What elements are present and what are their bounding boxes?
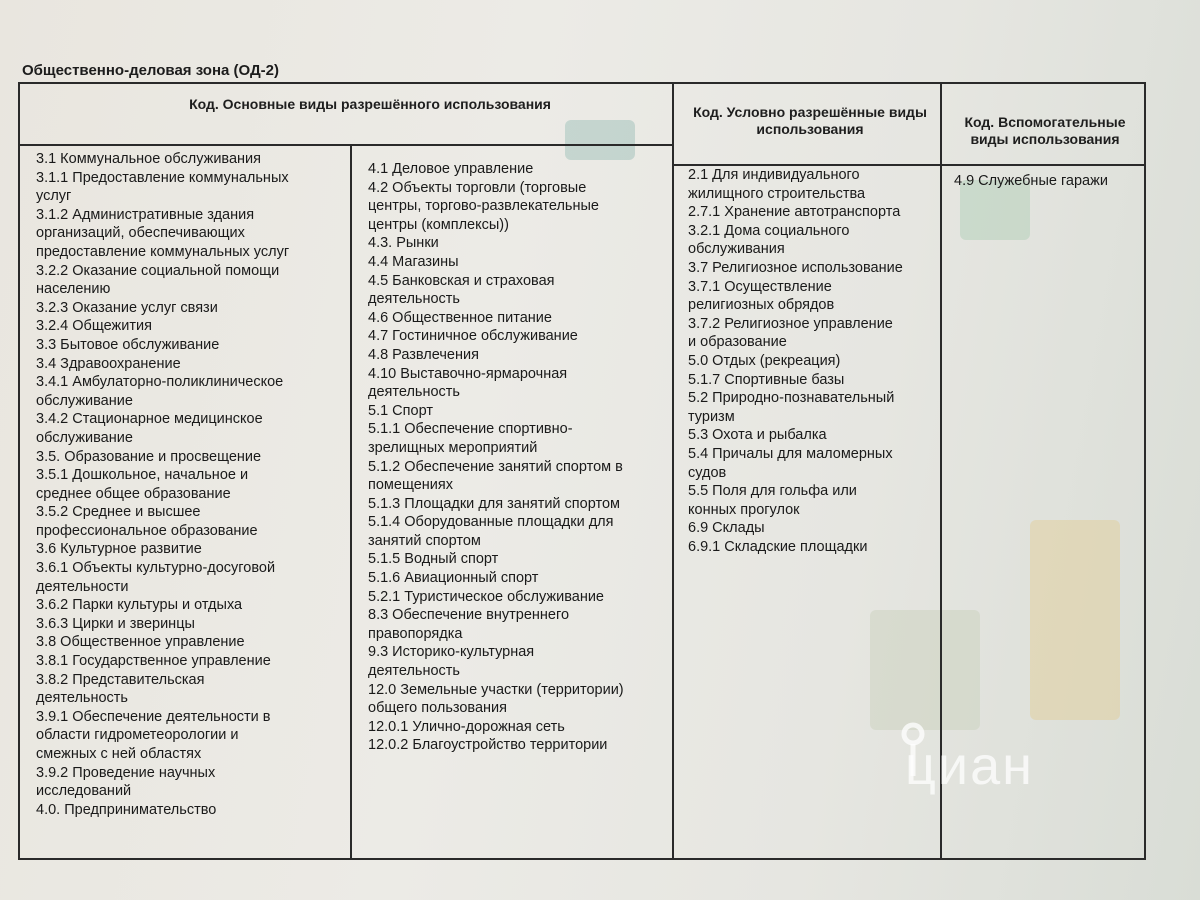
column-divider (350, 146, 352, 858)
list-item: 5.1.5 Водный спорт (368, 551, 499, 568)
list-item: 5.1.3 Площадки для занятий спортом (368, 495, 620, 512)
header-divider (940, 164, 1146, 166)
list-item: 5.1.2 Обеспечение занятий спортом в помещениях (368, 458, 623, 494)
watermark-logo: циан (905, 736, 1034, 796)
list-item: 12.0.1 Улично-дорожная сеть (368, 718, 565, 735)
list-item: 3.9.1 Обеспечение деятельности в области гидрометеорологии и смежных с ней областях (36, 708, 271, 762)
header-auxiliary-uses: Код. Вспомогательные виды использования (964, 114, 1126, 147)
list-item: 4.0. Предпринимательство (36, 801, 217, 818)
list-item: 5.1 Спорт (368, 402, 433, 419)
list-item: 3.3 Бытовое обслуживание (36, 336, 220, 353)
list-item: 4.1 Деловое управление (368, 161, 534, 177)
list-item: 12.0.2 Благоустройство территории (368, 737, 608, 754)
list-item: 4.8 Развлечения (368, 346, 479, 363)
list-item: 3.5.2 Среднее и высшее профессиональное образование (36, 504, 258, 539)
list-item: 3.6.3 Цирки и зверинцы (36, 615, 195, 632)
list-item: 3.2.3 Оказание услуг связи (36, 299, 218, 316)
list-item: 5.5 Поля для гольфа или конных прогулок (688, 483, 857, 518)
list-item: 3.8 Общественное управление (36, 634, 245, 651)
list-item: 5.4 Причалы для маломерных судов (688, 445, 893, 481)
list-item: 4.5 Банковская и страховая деятельность (368, 272, 555, 308)
list-item: 6.9 Склады (688, 520, 765, 537)
list-item: 2.7.1 Хранение автотранспорта (688, 204, 901, 221)
conditional-uses-list (688, 166, 938, 556)
header-main-uses: Код. Основные виды разрешённого использования (189, 96, 551, 112)
list-item: 5.1.1 Обеспечение спортивно- зрелищных мероприятий (368, 421, 573, 456)
list-item: 5.2.1 Туристическое обслуживание (368, 588, 605, 605)
list-item: 3.9.2 Проведение научных исследований (36, 764, 216, 800)
list-item: 4.10 Выставочно-ярмарочная деятельность (368, 365, 568, 401)
list-item: 5.1.7 Спортивные базы (688, 371, 845, 388)
list-item: 5.1.4 Оборудованные площадки для занятий спортом (368, 514, 614, 549)
list-item: 3.4 Здравоохранение (36, 355, 181, 372)
list-item: 3.6.1 Объекты культурно-досуговой деятельности (36, 560, 276, 595)
list-item: 6.9.1 Складские площадки (688, 538, 868, 555)
list-item: 3.7.2 Религиозное управление и образование (688, 315, 893, 351)
list-item: 3.7.1 Осуществление религиозных обрядов (688, 278, 835, 314)
list-item: 2.1 Для индивидуального жилищного строительства (688, 167, 866, 202)
list-item: 3.2.2 Оказание социальной помощи населению (36, 262, 280, 298)
list-item: 12.0 Земельные участки (территории) общего пользования (368, 681, 624, 717)
list-item: 3.1.1 Предоставление коммунальных услуг (36, 169, 289, 205)
main-uses-list-1 (36, 150, 346, 819)
list-item: 3.7 Религиозное использование (688, 259, 903, 276)
list-item: 3.6 Культурное развитие (36, 541, 202, 558)
list-item: 4.4 Магазины (368, 253, 459, 270)
list-item: 3.5.1 Дошкольное, начальное и среднее общее образование (36, 467, 249, 502)
list-item: 3.4.1 Амбулаторно-поликлиническое обслуживание (36, 374, 284, 409)
list-item: 4.3. Рынки (368, 235, 439, 252)
list-item: 3.2.4 Общежития (36, 318, 152, 335)
list-item: 4.9 Служебные гаражи (954, 173, 1108, 189)
list-item: 3.1.2 Административные здания организаций, обеспечивающих предоставление коммунальных услуг (36, 206, 290, 260)
header-conditional-uses: Код. Условно разрешённые виды использования (693, 104, 927, 137)
list-item: 9.3 Историко-культурная деятельность (368, 644, 535, 680)
list-item: 8.3 Обеспечение внутреннего правопорядка (368, 607, 570, 642)
header-divider (20, 144, 672, 146)
list-item: 4.2 Объекты торговли (торговые центры, торгово-развлекательные центры (комплексы)) (368, 179, 599, 233)
list-item: 3.8.2 Представительская деятельность (36, 671, 205, 707)
list-item: 3.1 Коммунальное обслуживания (36, 151, 261, 167)
list-item: 3.2.1 Дома социального обслуживания (688, 222, 850, 258)
list-item: 3.6.2 Парки культуры и отдыха (36, 597, 243, 614)
zone-title: Общественно-деловая зона (ОД-2) (22, 62, 280, 79)
list-item: 5.3 Охота и рыбалка (688, 427, 827, 444)
list-item: 5.0 Отдых (рекреация) (688, 352, 841, 369)
list-item: 3.8.1 Государственное управление (36, 653, 271, 670)
list-item: 3.5. Образование и просвещение (36, 448, 262, 465)
list-item: 4.6 Общественное питание (368, 309, 552, 326)
column-divider (672, 84, 674, 858)
list-item: 5.1.6 Авиационный спорт (368, 570, 539, 587)
list-item: 4.7 Гостиничное обслуживание (368, 328, 578, 345)
list-item: 5.2 Природно-познавательный туризм (688, 390, 895, 425)
main-uses-list-2 (368, 160, 668, 755)
list-item: 3.4.2 Стационарное медицинское обслуживание (36, 411, 263, 446)
auxiliary-uses-list (954, 172, 1144, 191)
